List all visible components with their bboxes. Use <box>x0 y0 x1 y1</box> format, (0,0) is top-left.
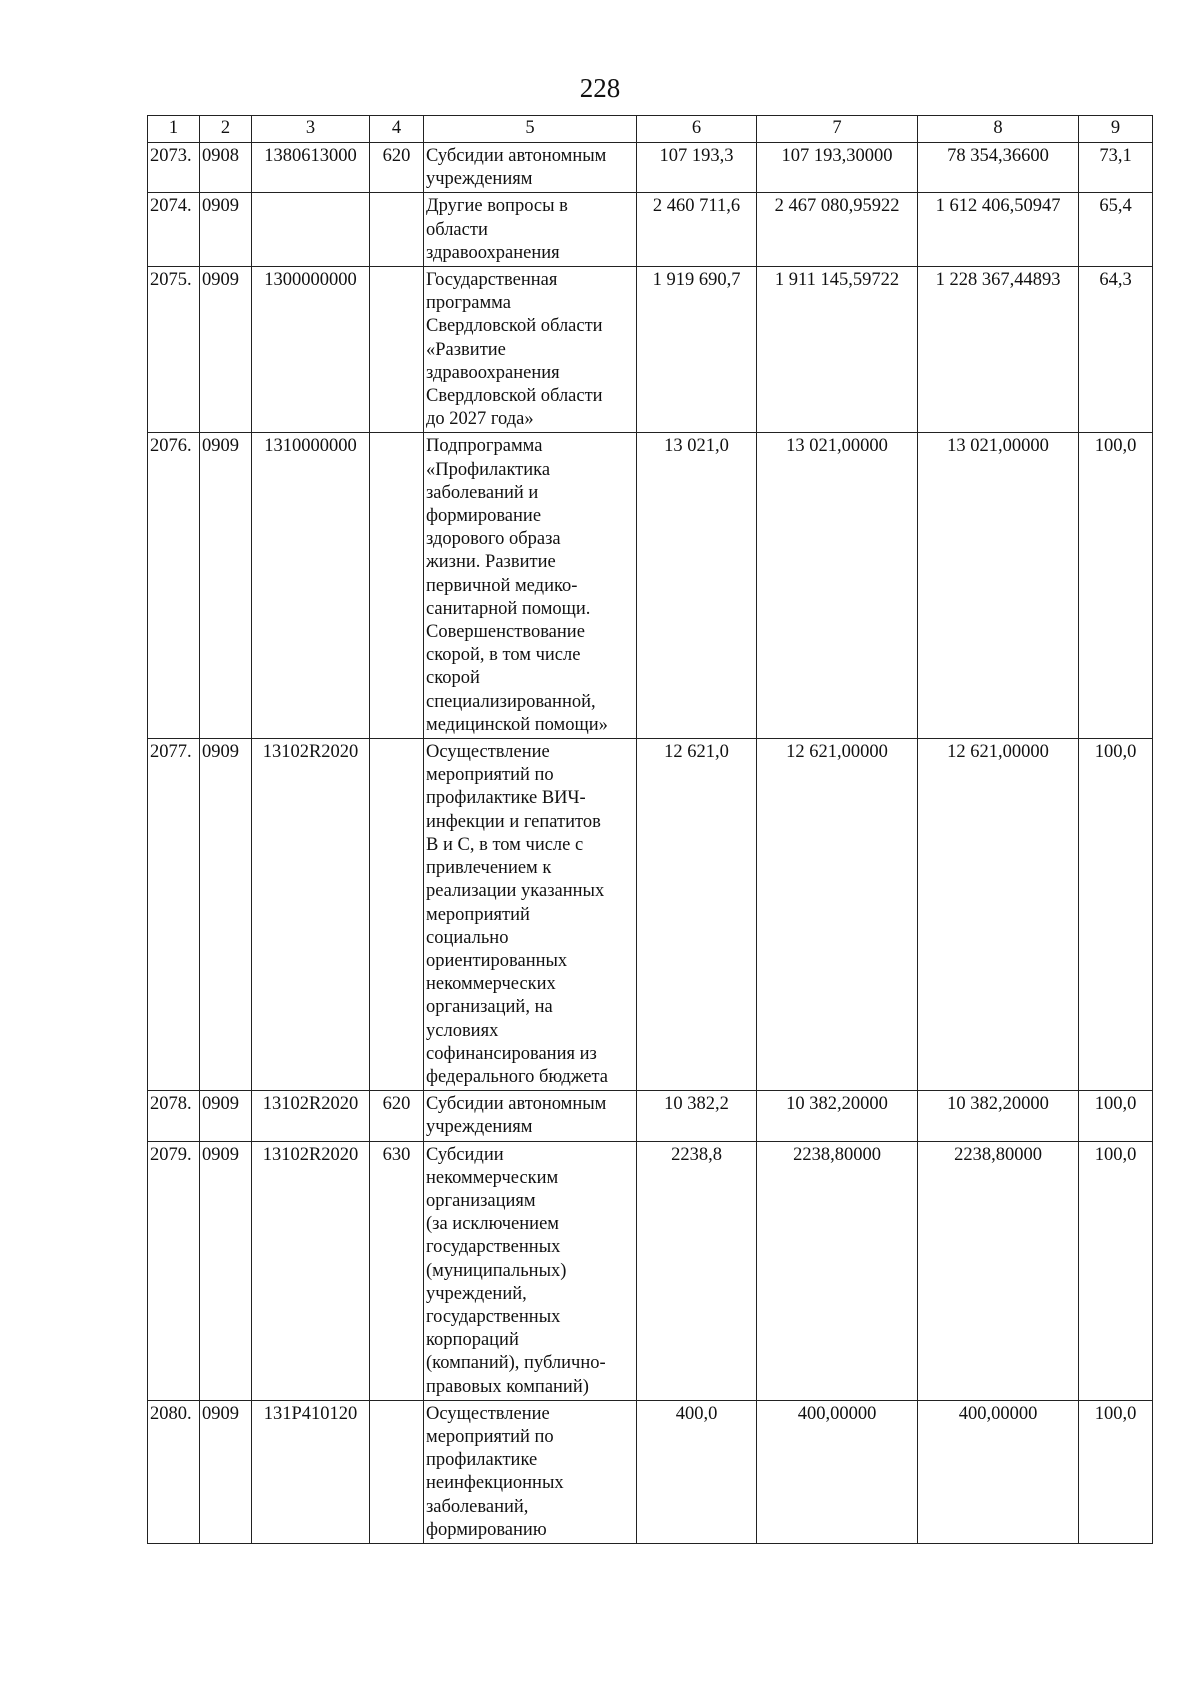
description-line: Свердловской области <box>426 386 603 407</box>
description-line: здравоохранения <box>426 242 560 263</box>
column-header-7: 7 <box>757 116 918 143</box>
description-line: ориентированных <box>426 950 568 971</box>
section-code-cell: 0909 <box>200 1091 252 1141</box>
description-line: заболеваний и <box>426 482 539 503</box>
description-line: правовых компаний) <box>426 1376 589 1397</box>
column-header-8: 8 <box>918 116 1079 143</box>
description-line: здравоохранения <box>426 362 560 383</box>
description-line: мероприятий по <box>426 765 554 786</box>
executed-amount-cell: 13 021,00000 <box>918 433 1079 739</box>
description-line: программа <box>426 293 511 314</box>
target-article-cell: 13102R2020 <box>252 1141 370 1400</box>
revised-amount-cell: 400,00000 <box>757 1400 918 1543</box>
revised-amount-cell: 2238,80000 <box>757 1141 918 1400</box>
description-line: организаций, на <box>426 997 553 1018</box>
description-line: мероприятий по <box>426 1426 554 1447</box>
expense-type-cell <box>370 1400 424 1543</box>
description-line: до 2027 года» <box>426 409 534 430</box>
description-line: софинансирования из <box>426 1043 597 1064</box>
description-line: Субсидии автономным <box>426 146 607 166</box>
description-line: корпораций <box>426 1330 519 1351</box>
approved-amount-cell: 13 021,0 <box>637 433 757 739</box>
description-line: учреждениям <box>426 1117 533 1138</box>
expense-type-cell: 630 <box>370 1141 424 1400</box>
column-header-6: 6 <box>637 116 757 143</box>
description-cell <box>424 1400 637 1543</box>
description-line: заболеваний, <box>426 1496 529 1517</box>
section-code-cell: 0909 <box>200 739 252 1091</box>
execution-percent-cell: 100,0 <box>1079 1400 1153 1543</box>
description-line: здорового образа <box>426 529 561 550</box>
description-line: Подпрограмма <box>426 436 543 457</box>
revised-amount-cell: 10 382,20000 <box>757 1091 918 1141</box>
description-line: мероприятий <box>426 904 530 925</box>
description-line: области <box>426 219 488 240</box>
description-line: медицинской помощи» <box>426 714 608 735</box>
revised-amount-cell: 1 911 145,59722 <box>757 267 918 433</box>
description-line: скорой <box>426 668 480 689</box>
description-line: федерального бюджета <box>426 1066 609 1087</box>
target-article-cell: 1380613000 <box>252 143 370 193</box>
target-article-cell: 131P410120 <box>252 1400 370 1543</box>
description-line: «Развитие <box>426 339 506 360</box>
description-line: профилактике ВИЧ- <box>426 788 586 809</box>
description-line: государственных <box>426 1306 561 1327</box>
revised-amount-cell: 2 467 080,95922 <box>757 193 918 267</box>
description-line: условиях <box>426 1020 499 1041</box>
row-number-cell: 2073. <box>148 143 200 193</box>
expense-type-cell <box>370 267 424 433</box>
section-code-cell: 0909 <box>200 1141 252 1400</box>
expense-type-cell: 620 <box>370 143 424 193</box>
execution-percent-cell: 64,3 <box>1079 267 1153 433</box>
table-row <box>148 1141 1153 1400</box>
target-article-cell: 13102R2020 <box>252 739 370 1091</box>
table-row <box>148 1400 1153 1543</box>
execution-percent-cell: 100,0 <box>1079 1141 1153 1400</box>
description-line: (муниципальных) <box>426 1260 567 1281</box>
table-row <box>148 739 1153 1091</box>
approved-amount-cell: 400,0 <box>637 1400 757 1543</box>
revised-amount-cell: 107 193,30000 <box>757 143 918 193</box>
description-line: организациям <box>426 1190 536 1211</box>
revised-amount-cell: 12 621,00000 <box>757 739 918 1091</box>
description-line: формированию <box>426 1519 547 1540</box>
table-header-row <box>148 116 1153 143</box>
section-code-cell: 0908 <box>200 143 252 193</box>
description-line: скорой, в том числе <box>426 645 581 666</box>
table-row <box>148 1091 1153 1141</box>
approved-amount-cell: 2 460 711,6 <box>637 193 757 267</box>
table-row <box>148 143 1153 193</box>
row-number-cell: 2080. <box>148 1400 200 1543</box>
approved-amount-cell: 1 919 690,7 <box>637 267 757 433</box>
section-code-cell: 0909 <box>200 1400 252 1543</box>
approved-amount-cell: 12 621,0 <box>637 739 757 1091</box>
executed-amount-cell: 400,00000 <box>918 1400 1079 1543</box>
description-cell <box>424 433 637 739</box>
execution-percent-cell: 73,1 <box>1079 143 1153 193</box>
description-cell <box>424 143 637 193</box>
description-cell <box>424 193 637 267</box>
description-line: учреждениям <box>426 169 533 190</box>
executed-amount-cell: 10 382,20000 <box>918 1091 1079 1141</box>
description-line: государственных <box>426 1237 561 1258</box>
row-number-cell: 2075. <box>148 267 200 433</box>
page-number: 228 <box>579 73 621 103</box>
description-line: некоммерческим <box>426 1167 559 1188</box>
target-article-cell: 13102R2020 <box>252 1091 370 1141</box>
column-header-9: 9 <box>1079 116 1153 143</box>
expense-type-cell <box>370 193 424 267</box>
execution-percent-cell: 100,0 <box>1079 1091 1153 1141</box>
description-line: Субсидии автономным <box>426 1094 607 1115</box>
section-code-cell: 0909 <box>200 193 252 267</box>
description-line: неинфекционных <box>426 1473 564 1494</box>
executed-amount-cell: 1 228 367,44893 <box>918 267 1079 433</box>
description-cell <box>424 1091 637 1141</box>
table-body <box>148 143 1153 1544</box>
description-line: привлечением к <box>426 858 552 879</box>
table-row <box>148 267 1153 433</box>
executed-amount-cell: 1 612 406,50947 <box>918 193 1079 267</box>
row-number-cell: 2078. <box>148 1091 200 1141</box>
execution-percent-cell: 65,4 <box>1079 193 1153 267</box>
description-line: жизни. Развитие <box>426 552 556 573</box>
row-number-cell: 2076. <box>148 433 200 739</box>
revised-amount-cell: 13 021,00000 <box>757 433 918 739</box>
table-row <box>148 433 1153 739</box>
description-line: (компаний), публично- <box>426 1353 606 1374</box>
description-line: социально <box>426 927 509 948</box>
column-header-4: 4 <box>370 116 424 143</box>
column-header-1: 1 <box>148 116 200 143</box>
description-line: некоммерческих <box>426 974 556 995</box>
description-line: В и С, в том числе с <box>426 834 584 855</box>
description-line: санитарной помощи. <box>426 598 591 619</box>
row-number-cell: 2074. <box>148 193 200 267</box>
expense-type-cell: 620 <box>370 1091 424 1141</box>
budget-table <box>147 115 1153 1544</box>
description-line: Другие вопросы в <box>426 196 568 217</box>
description-line: Свердловской области <box>426 316 603 337</box>
section-code-cell: 0909 <box>200 267 252 433</box>
column-header-2: 2 <box>200 116 252 143</box>
row-number-cell: 2079. <box>148 1141 200 1400</box>
description-cell <box>424 267 637 433</box>
row-number-cell: 2077. <box>148 739 200 1091</box>
approved-amount-cell: 10 382,2 <box>637 1091 757 1141</box>
description-line: учреждений, <box>426 1283 527 1304</box>
description-line: инфекции и гепатитов <box>426 811 601 832</box>
target-article-cell <box>252 193 370 267</box>
table-row <box>148 193 1153 267</box>
description-cell <box>424 1141 637 1400</box>
executed-amount-cell: 12 621,00000 <box>918 739 1079 1091</box>
description-line: «Профилактика <box>426 459 551 480</box>
description-line: первичной медико- <box>426 575 578 596</box>
description-line: формирование <box>426 506 542 527</box>
description-line: Осуществление <box>426 1403 550 1424</box>
approved-amount-cell: 107 193,3 <box>637 143 757 193</box>
description-line: профилактике <box>426 1450 538 1471</box>
description-line: реализации указанных <box>426 881 605 902</box>
executed-amount-cell: 2238,80000 <box>918 1141 1079 1400</box>
description-line: специализированной, <box>426 691 596 712</box>
column-header-3: 3 <box>252 116 370 143</box>
description-line: Совершенствование <box>426 622 585 643</box>
target-article-cell: 1300000000 <box>252 267 370 433</box>
description-line: Государственная <box>426 270 558 291</box>
approved-amount-cell: 2238,8 <box>637 1141 757 1400</box>
description-line: Осуществление <box>426 742 550 763</box>
description-line: (за исключением <box>426 1214 559 1235</box>
column-header-5: 5 <box>424 116 637 143</box>
expense-type-cell <box>370 433 424 739</box>
execution-percent-cell: 100,0 <box>1079 739 1153 1091</box>
target-article-cell: 1310000000 <box>252 433 370 739</box>
executed-amount-cell: 78 354,36600 <box>918 143 1079 193</box>
description-cell <box>424 739 637 1091</box>
description-line: Субсидии <box>426 1144 504 1165</box>
execution-percent-cell: 100,0 <box>1079 433 1153 739</box>
expense-type-cell <box>370 739 424 1091</box>
section-code-cell: 0909 <box>200 433 252 739</box>
